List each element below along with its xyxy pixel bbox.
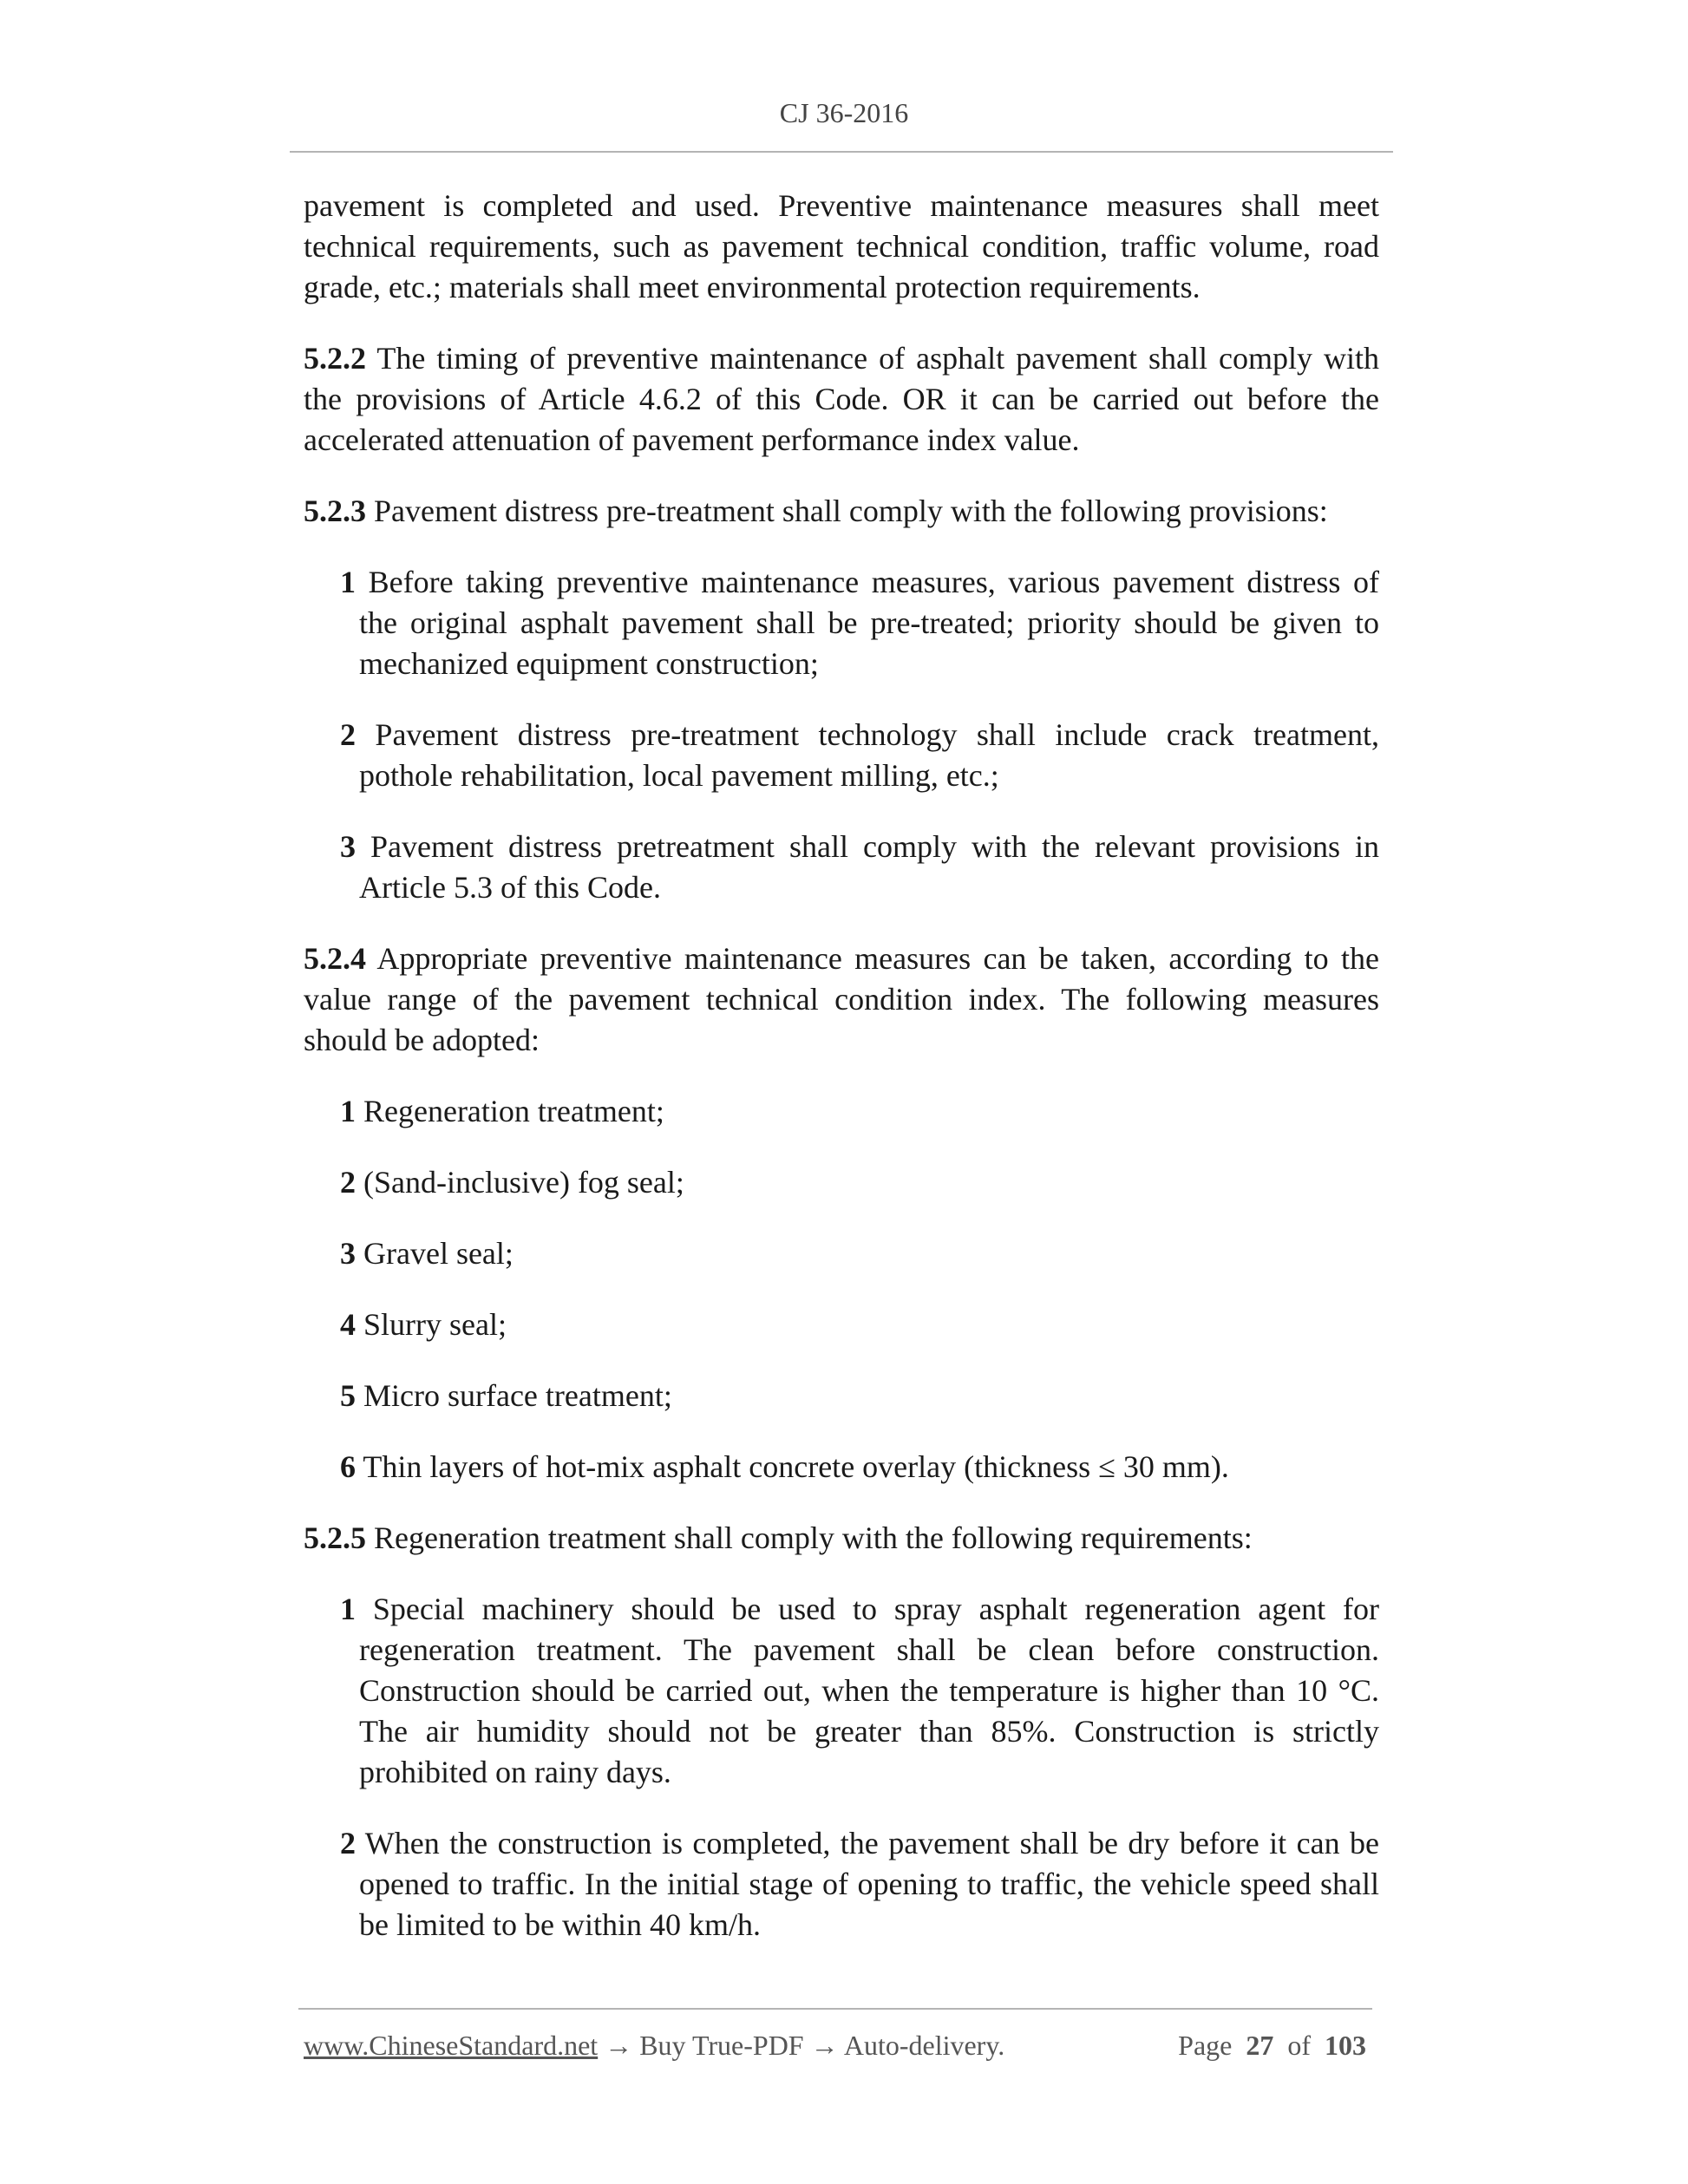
footer-promo — [304, 2030, 1004, 2062]
clause-text: Before taking preventive maintenance measures, various pavement distress of the original asphalt pavement shall be pre-treated; priority should be given to mechanized equipment construction; — [359, 565, 1380, 681]
clause-number: 3 — [340, 1236, 356, 1271]
clause-text: Regeneration treatment; — [363, 1094, 664, 1128]
clause-number: 5 — [340, 1378, 356, 1413]
list-item — [340, 1823, 1379, 1945]
clause-text: The timing of preventive maintenance of asphalt pavement shall comply with the provisions of Article 4.6.2 of this Code. OR it can be carried out before the accelerated attenuation of pavement performance index value. — [304, 341, 1379, 457]
clause-text: Gravel seal; — [363, 1236, 514, 1271]
page-number — [1178, 2030, 1366, 2062]
website-link[interactable]: www.ChineseStandard.net — [304, 2030, 599, 2061]
clause-number: 1 — [340, 1094, 356, 1128]
list-item — [340, 1589, 1379, 1793]
list-item — [340, 562, 1379, 684]
clause-text: Special machinery should be used to spray asphalt regeneration agent for regeneration treatment. The pavement shall be clean before construction. Construction should be carried out, when the temperature is higher than 10 °C. The air humidity should not be greater than 85%. Construction is strictly prohibited on rainy days. — [359, 1592, 1380, 1789]
clause-text: (Sand-inclusive) fog seal; — [363, 1165, 684, 1200]
list-item — [340, 1305, 1379, 1345]
clause-number: 6 — [340, 1449, 356, 1484]
page-footer — [304, 2030, 1366, 2062]
list-item — [340, 715, 1379, 796]
page-label: Page — [1178, 2030, 1233, 2061]
list-item — [340, 1447, 1379, 1488]
clause-text: Appropriate preventive maintenance measures can be taken, according to the value range of the pavement technical condition index. The following measures should be adopted: — [304, 941, 1380, 1057]
clause-number: 5.2.4 — [304, 941, 366, 976]
document-body — [304, 186, 1379, 1976]
clause-paragraph — [304, 186, 1379, 308]
clause-number: 1 — [340, 1592, 356, 1626]
list-item — [340, 827, 1379, 908]
page-of-label: of — [1287, 2030, 1311, 2061]
clause-number: 4 — [340, 1307, 356, 1342]
clause-paragraph — [304, 338, 1379, 461]
footer-divider — [298, 2008, 1372, 2010]
clause-text: Thin layers of hot-mix asphalt concrete overlay (thickness ≤ 30 mm). — [363, 1449, 1229, 1484]
list-item — [340, 1091, 1379, 1132]
list-item — [340, 1233, 1379, 1274]
clause-text: Regeneration treatment shall comply with the following requirements: — [374, 1520, 1253, 1555]
clause-text: When the construction is completed, the pavement shall be dry before it can be opened to traffic. In the initial stage of opening to traffic, the vehicle speed shall be limited to be within 40 km/h. — [359, 1826, 1379, 1942]
page-total: 103 — [1325, 2030, 1366, 2061]
page-current: 27 — [1246, 2030, 1274, 2061]
clause-text: Pavement distress pre-treatment technology shall include crack treatment, pothole rehabilitation, local pavement milling, etc.; — [359, 717, 1379, 793]
clause-text: Micro surface treatment; — [363, 1378, 672, 1413]
clause-paragraph — [304, 491, 1379, 532]
clause-number: 5.2.5 — [304, 1520, 366, 1555]
clause-number: 5.2.2 — [304, 341, 366, 376]
clause-text: Slurry seal; — [363, 1307, 507, 1342]
list-item — [340, 1376, 1379, 1416]
clause-number: 2 — [340, 717, 356, 752]
clause-number: 3 — [340, 829, 356, 864]
clause-number: 1 — [340, 565, 356, 599]
clause-paragraph — [304, 1518, 1379, 1559]
clause-text: Pavement distress pre-treatment shall comply with the following provisions: — [374, 494, 1328, 528]
clause-paragraph — [304, 938, 1379, 1061]
list-item — [340, 1162, 1379, 1203]
clause-number: 2 — [340, 1826, 356, 1860]
clause-number: 2 — [340, 1165, 356, 1200]
clause-text: Pavement distress pretreatment shall comply with the relevant provisions in Article 5.3 of this Code. — [359, 829, 1379, 905]
clause-text: pavement is completed and used. Preventive maintenance measures shall meet technical requirements, such as pavement technical condition, traffic volume, road grade, etc.; materials shall meet environmental protection requirements. — [304, 188, 1379, 304]
page-header: CJ 36-2016 — [779, 97, 909, 128]
header-divider — [290, 151, 1393, 153]
footer-tagline: → Buy True-PDF → Auto-delivery. — [598, 2030, 1005, 2061]
clause-number: 5.2.3 — [304, 494, 366, 528]
